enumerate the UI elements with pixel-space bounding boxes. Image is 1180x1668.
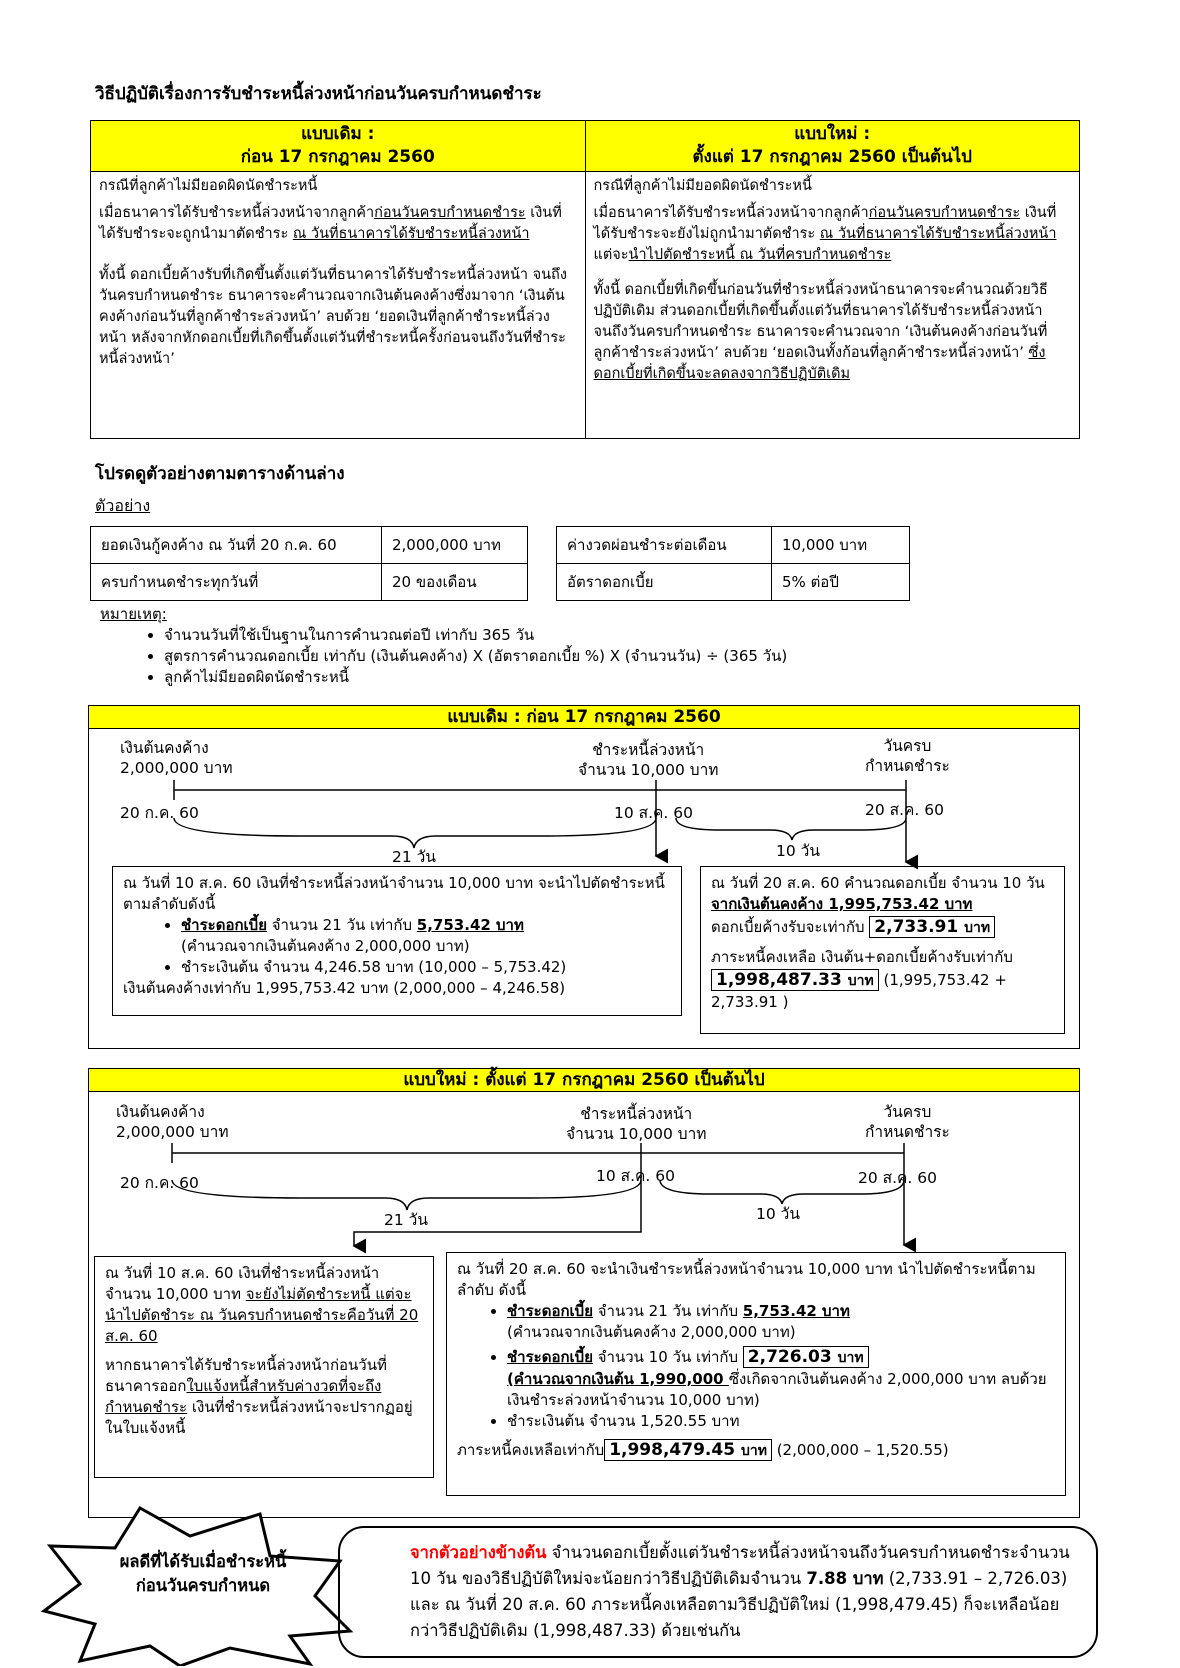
new-method-description: กรณีที่ลูกค้าไม่มียอดผิดนัดชำระหนี้ เมื่อธนาคารได้รับชำระหนี้ล่วงหน้าจากลูกค้าก่อนวันครบกำหนดชำระ เงินที่ได้รับชำระจะยังไม่ถูกนำมาตัดชำระ ณ วันที่ธนาคารได้รับชำระหนี้ล่วงหน้า แต่จะนำไปตัดชำระหนี้ ณ วันที่ครบกำหนดชำระ ทั้งนี้ ดอกเบี้ยที่เกิดขึ้นก่อนวันที่ชำระหนี้ล่วงหน้าธนาคารจะคำนวณด้วยวิธีปฏิบัติเดิม ส่วนดอกเบี้ยที่เกิดขึ้นตั้งแต่วันที่ธนาคารได้รับชำระหนี้ล่วงหน้า จนถึงวันครบกำหนดชำระ ธนาคารจะคำนวณจาก ‘เงินต้นคงค้างก่อนวันที่ลูกค้าชำระล่วงหน้า’ ลบด้วย ‘ยอดเงินทั้งก้อนที่ลูกค้าชำระหนี้ล่วงหน้า’ ซึ่งดอกเบี้ยที่เกิดขึ้นจะลดลงจากวิธีปฏิบัติเดิม bbox=[585, 172, 1080, 439]
old-days-10: 10 วัน bbox=[776, 842, 820, 860]
old-remaining-debt: 1,998,487.33 บาท bbox=[711, 969, 879, 991]
old-principal-label: เงินต้นคงค้าง 2,000,000 บาท bbox=[120, 739, 233, 777]
old-date-prepay: 10 ส.ค. 60 bbox=[614, 804, 693, 822]
new-date-due: 20 ส.ค. 60 bbox=[858, 1169, 937, 1187]
new-principal-label: เงินต้นคงค้าง 2,000,000 บาท bbox=[116, 1103, 229, 1141]
new-days-10: 10 วัน bbox=[756, 1205, 800, 1223]
new-days-21: 21 วัน bbox=[384, 1211, 428, 1229]
see-example-heading: โปรดดูตัวอย่างตามตารางด้านล่าง bbox=[95, 464, 345, 484]
old-method-description: กรณีที่ลูกค้าไม่มียอดผิดนัดชำระหนี้ เมื่อธนาคารได้รับชำระหนี้ล่วงหน้าจากลูกค้าก่อนวันครบกำหนดชำระ เงินที่ได้รับชำระจะถูกนำมาตัดชำระ ณ วันที่ธนาคารได้รับชำระหนี้ล่วงหน้า ทั้งนี้ ดอกเบี้ยค้างรับที่เกิดขึ้นตั้งแต่วันที่ธนาคารได้รับชำระหนี้ล่วงหน้า จนถึงวันครบกำหนดชำระ ธนาคารจะคำนวณจากเงินต้นคงค้างซึ่งมาจาก ‘เงินต้นคงค้างก่อนวันที่ลูกค้าชำระล่วงหน้า’ ลบด้วย ‘ยอดเงินที่ลูกค้าชำระหนี้ล่วงหน้า หลังจากหักดอกเบี้ยที่เกิดขึ้นตั้งแต่วันที่ชำระหนี้ครั้งก่อนจนถึงวันที่ชำระหนี้ล่วงหน้า’ bbox=[91, 172, 586, 439]
loan-balance-label: ยอดเงินกู้คงค้าง ณ วันที่ 20 ก.ค. 60 bbox=[91, 527, 382, 564]
old-right-box: ณ วันที่ 20 ส.ค. 60 คำนวณดอกเบี้ย จำนวน 10 วัน จากเงินต้นคงค้าง 1,995,753.42 บาท ดอกเบี้ยค้างรับจะเท่ากับ 2,733.91 บาท ภาระหนี้คงเหลือ เงินต้น+ดอกเบี้ยค้างรับเท่ากับ 1,998,487.33 บาท (1,995,753.42 + 2,733.91 ) bbox=[700, 866, 1065, 1034]
installment-value: 10,000 บาท bbox=[772, 527, 910, 564]
result-lead: จากตัวอย่างข้างต้น bbox=[410, 1543, 547, 1562]
new-due-label: วันครบ กำหนดชำระ bbox=[865, 1103, 950, 1141]
new-right-box: ณ วันที่ 20 ส.ค. 60 จะนำเงินชำระหนี้ล่วงหน้าจำนวน 10,000 บาท นำไปตัดชำระหนี้ตามลำดับ ดังนี้ • ชำระดอกเบี้ย จำนวน 21 วัน เท่ากับ 5,753.42 บาท (คำนวณจากเงินต้นคงค้าง 2,000,000 บาท) • ชำระดอกเบี้ย จำนวน 10 วัน เท่ากับ 2,726.03 บาท (คำนวณจากเงินต้น 1,990,000 ซึ่งเกิดจากเงินต้นคงค้าง 2,000,000 บาท ลบด้วยเงินชำระล่วงหน้าจำนวน 10,000 บาท) • ชำระเงินต้น จำนวน 1,520.55 บาท ภาระหนี้คงเหลือเท่ากับ 1,998,479.45 บาท (2,000,000 – 1,520.55) bbox=[446, 1252, 1066, 1496]
old-due-label: วันครบ กำหนดชำระ bbox=[865, 737, 950, 775]
new-remaining-debt: 1,998,479.45 บาท bbox=[604, 1439, 772, 1461]
due-day-value: 20 ของเดือน bbox=[382, 564, 528, 601]
page-title: วิธีปฏิบัติเรื่องการรับชำระหนี้ล่วงหน้าก่อนวันครบกำหนดชำระ bbox=[95, 84, 542, 104]
notes-title: หมายเหตุ: bbox=[100, 605, 167, 623]
note-item: • จำนวนวันที่ใช้เป็นฐานในการคำนวณต่อปี เท่ากับ 365 วัน bbox=[164, 625, 1000, 646]
note-item: • ลูกค้าไม่มียอดผิดนัดชำระหนี้ bbox=[164, 667, 1000, 688]
old-timeline bbox=[174, 780, 906, 862]
result-box: จากตัวอย่างข้างต้น จำนวนดอกเบี้ยตั้งแต่วันชำระหนี้ล่วงหน้าจนถึงวันครบกำหนดชำระจำนวน 10 วัน ของวิธีปฏิบัติใหม่จะน้อยกว่าวิธีปฏิบัติเดิมจำนวน 7.88 บาท (2,733.91 – 2,726.03) และ ณ วันที่ 20 ส.ค. 60 ภาระหนี้คงเหลือตามวิธีปฏิบัติใหม่ (1,998,479.45) ก็จะเหลือน้อยกว่าวิธีปฏิบัติเดิม (1,998,487.33) ด้วยเช่นกัน bbox=[338, 1526, 1098, 1658]
interest-rate-label: อัตราดอกเบี้ย bbox=[557, 564, 772, 601]
due-day-label: ครบกำหนดชำระทุกวันที่ bbox=[91, 564, 382, 601]
installment-label: ค่างวดผ่อนชำระต่อเดือน bbox=[557, 527, 772, 564]
example-label: ตัวอย่าง bbox=[95, 496, 151, 515]
new-example-header: แบบใหม่ : ตั้งแต่ 17 กรกฎาคม 2560 เป็นต้นไป bbox=[89, 1069, 1079, 1092]
old-prepay-label: ชำระหนี้ล่วงหน้า จำนวน 10,000 บาท bbox=[578, 741, 719, 779]
new-interest-10-days: 2,726.03 บาท bbox=[743, 1346, 869, 1368]
loan-balance-value: 2,000,000 บาท bbox=[382, 527, 528, 564]
old-method-header: แบบเดิม : ก่อน 17 กรกฎาคม 2560 bbox=[91, 121, 586, 172]
old-left-box: ณ วันที่ 10 ส.ค. 60 เงินที่ชำระหนี้ล่วงหน้าจำนวน 10,000 บาท จะนำไปตัดชำระหนี้ตามลำดับดังนี้ • ชำระดอกเบี้ย จำนวน 21 วัน เท่ากับ 5,753.42 บาท (คำนวณจากเงินต้นคงค้าง 2,000,000 บาท) • ชำระเงินต้น จำนวน 4,246.58 บาท (10,000 – 5,753.42) เงินต้นคงค้างเท่ากับ 1,995,753.42 บาท (2,000,000 – 4,246.58) bbox=[112, 866, 682, 1016]
old-accrued-interest: 2,733.91 บาท bbox=[869, 916, 995, 938]
old-date-due: 20 ส.ค. 60 bbox=[865, 801, 944, 819]
note-item: • สูตรการคำนวณดอกเบี้ย เท่ากับ (เงินต้นคงค้าง) X (อัตราดอกเบี้ย %) X (จำนวนวัน) ÷ (365 วัน) bbox=[164, 646, 1000, 667]
interest-rate-value: 5% ต่อปี bbox=[772, 564, 910, 601]
old-example-header: แบบเดิม : ก่อน 17 กรกฎาคม 2560 bbox=[89, 706, 1079, 729]
old-days-21: 21 วัน bbox=[392, 848, 436, 866]
new-date-start: 20 ก.ค. 60 bbox=[120, 1174, 199, 1192]
old-date-start: 20 ก.ค. 60 bbox=[120, 804, 199, 822]
new-method-header: แบบใหม่ : ตั้งแต่ 17 กรกฎาคม 2560 เป็นต้นไป bbox=[585, 121, 1080, 172]
new-prepay-label: ชำระหนี้ล่วงหน้า จำนวน 10,000 บาท bbox=[566, 1105, 707, 1143]
burst-label: ผลดีที่ได้รับเมื่อชำระหนี้ก่อนวันครบกำหนด bbox=[119, 1552, 287, 1595]
new-left-box: ณ วันที่ 10 ส.ค. 60 เงินที่ชำระหนี้ล่วงหน้าจำนวน 10,000 บาท จะยังไม่ตัดชำระหนี้ แต่จะนำไปตัดชำระ ณ วันครบกำหนดชำระคือวันที่ 20 ส.ค. 60 หากธนาคารได้รับชำระหนี้ล่วงหน้าก่อนวันที่ธนาคารออกใบแจ้งหนี้สำหรับค่างวดที่จะถึงกำหนดชำระ เงินที่ชำระหนี้ล่วงหน้าจะปรากฏอยู่ในใบแจ้งหนี้ bbox=[94, 1256, 434, 1478]
new-date-prepay: 10 ส.ค. 60 bbox=[596, 1167, 675, 1185]
